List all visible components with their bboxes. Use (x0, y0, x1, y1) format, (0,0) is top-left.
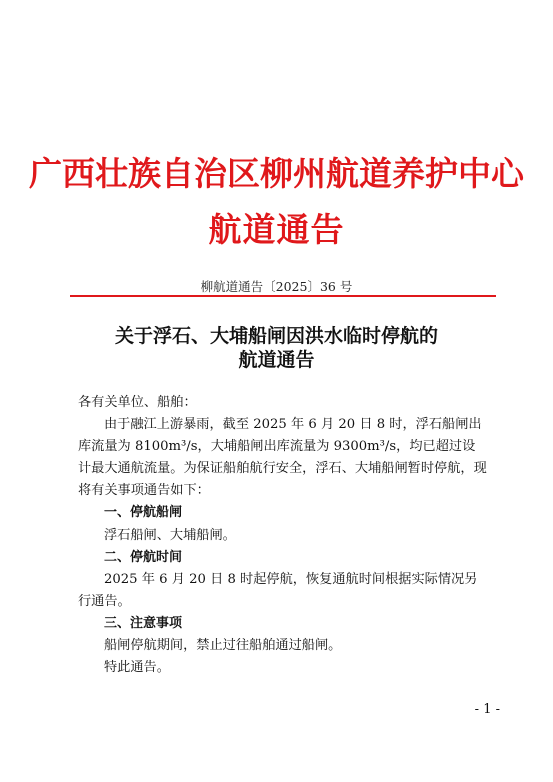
section-text-precautions: 船闸停航期间，禁止过往船舶通过船闸。 (104, 638, 342, 654)
section-heading-closure-time: 二、停航时间 (104, 549, 183, 565)
subject-line-1: 关于浮石、大埔船闸因洪水临时停航的 (114, 325, 438, 347)
subject-line-2: 航道通告 (238, 349, 315, 371)
notice-body (78, 392, 488, 679)
red-divider-line (70, 295, 496, 297)
section-heading-precautions: 三、注意事项 (104, 615, 183, 631)
document-number: 柳航道通告〔2025〕36 号 (200, 279, 353, 294)
salutation: 各有关单位、船舶： (78, 395, 197, 410)
section-text-closed-locks: 浮石船闸、大埔船闸。 (104, 527, 236, 543)
notice-subject (0, 324, 553, 372)
section-text-closure-time: 2025 年 6 月 20 日 8 时起停航，恢复通航时间根据实际情况另行通告。 (78, 571, 478, 609)
issuing-organization-title: 广西壮族自治区柳州航道养护中心 (29, 154, 524, 193)
page-number: - 1 - (474, 702, 500, 717)
document-type-title: 航道通告 (208, 210, 345, 249)
intro-paragraph: 由于融江上游暴雨，截至 2025 年 6 月 20 日 8 时，浮石船闸出库流量为 8100m³/s，大埔船闸出库流量为 9300m³/s，均已超过设计最大通航流量。为保证船舶航行安全，浮石、大埔船闸暂时停航，现将有关事项通告如下： (78, 417, 487, 499)
closing-statement: 特此通告。 (104, 660, 170, 676)
section-heading-closed-locks: 一、停航船闸 (104, 505, 183, 521)
